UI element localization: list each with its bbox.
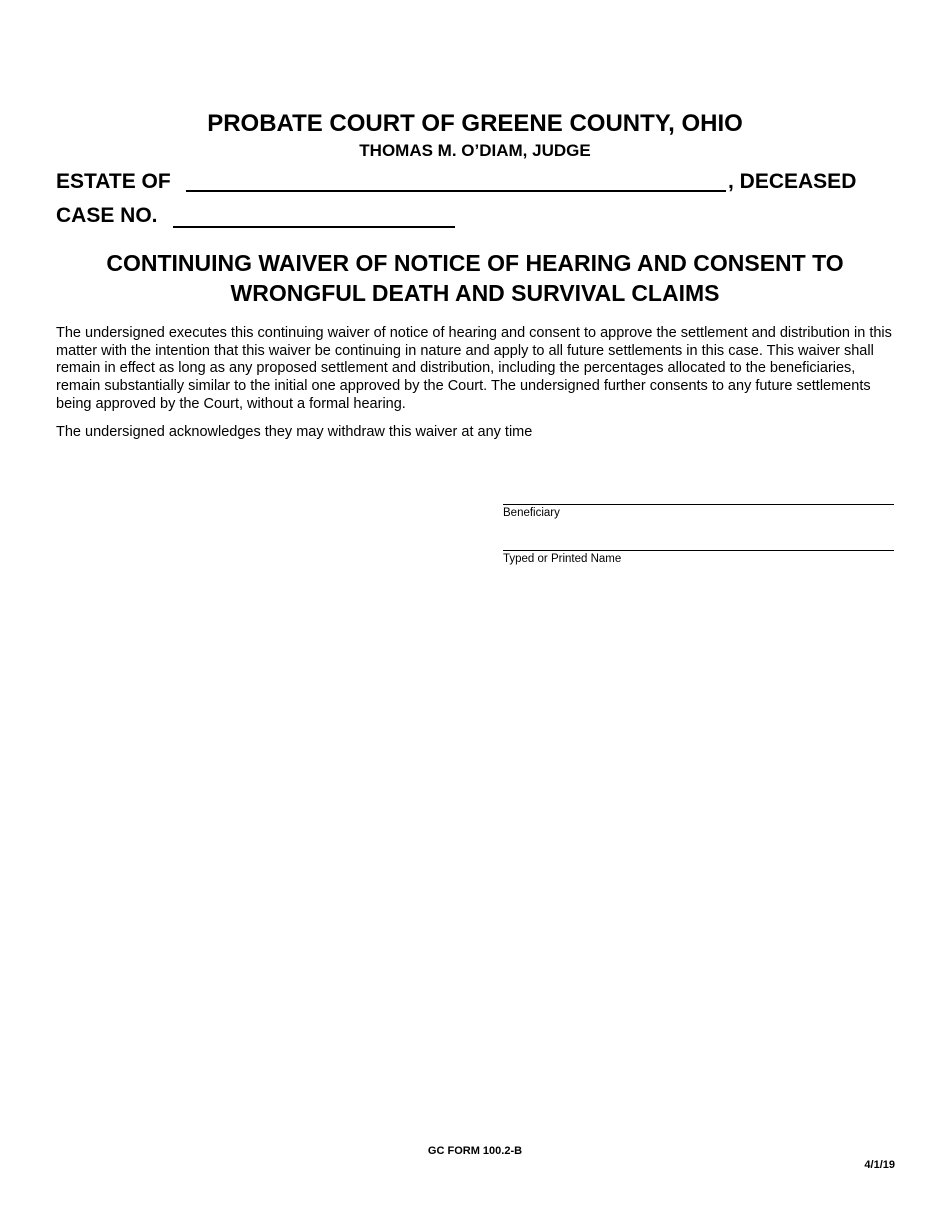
form-title-line-2: WRONGFUL DEATH AND SURVIVAL CLAIMS: [230, 280, 720, 306]
withdrawal-acknowledgment: The undersigned acknowledges they may withdraw this waiver at any time: [56, 424, 533, 440]
deceased-label: , DECEASED: [728, 170, 857, 193]
printed-name-label: Typed or Printed Name: [503, 553, 622, 565]
form-number: GC FORM 100.2-B: [427, 1145, 523, 1157]
estate-row: [56, 170, 896, 200]
form-title-line-1: CONTINUING WAIVER OF NOTICE OF HEARING AND CONSENT TO: [106, 250, 844, 276]
case-number-field[interactable]: [173, 204, 455, 228]
beneficiary-signature-line[interactable]: [503, 504, 894, 505]
judge-name: THOMAS M. O’DIAM, JUDGE: [359, 141, 591, 160]
printed-name-line[interactable]: [503, 550, 894, 551]
form-revision-date: 4/1/19: [864, 1159, 895, 1171]
case-number-label: CASE NO.: [56, 204, 158, 227]
waiver-paragraph: The undersigned executes this continuing waiver of notice of hearing and consent to approve the settlement and distribution in this matter with the intention that this waiver be continuing in nature and apply to all future settlements in this case. This waiver shall remain in effect as long as any proposed settlement and distribution, including the percentages allocated to the beneficiaries, remain substantially similar to the initial one approved by the Court. The undersigned further consents to any future settlements being approved by the Court, without a formal hearing.: [56, 325, 892, 412]
form-title: [40, 248, 910, 308]
beneficiary-label: Beneficiary: [503, 507, 560, 519]
estate-name-field[interactable]: [186, 170, 726, 192]
case-row: [56, 204, 476, 234]
estate-label: ESTATE OF: [56, 170, 171, 193]
court-name: PROBATE COURT OF GREENE COUNTY, OHIO: [207, 110, 743, 137]
